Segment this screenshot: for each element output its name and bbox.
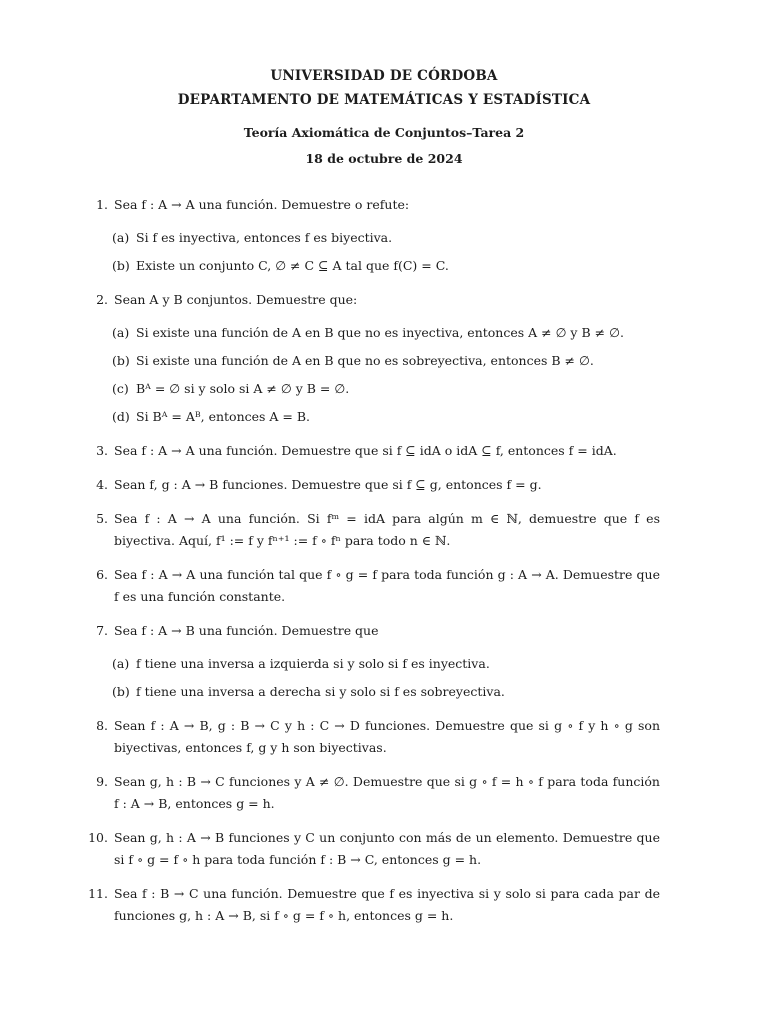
department-title: DEPARTAMENTO DE MATEMÁTICAS Y ESTADÍSTICA	[177, 92, 591, 108]
problem-item	[90, 289, 660, 311]
subproblem-label: (b)	[112, 353, 130, 368]
problem-statement: Sea f : A → A una función. Demuestre que si f ⊆ idA o idA ⊆ f, entonces f = idA.	[114, 443, 617, 458]
problem-statement: Sean f, g : A → B funciones. Demuestre que si f ⊆ g, entonces f = g.	[114, 477, 542, 492]
problem-number: 11.	[88, 886, 108, 901]
subproblem-statement: Si Bᴬ = Aᴮ, entonces A = B.	[136, 409, 311, 424]
problem-list	[90, 194, 660, 927]
problem-item	[90, 508, 660, 552]
university-title: UNIVERSIDAD DE CÓRDOBA	[270, 68, 498, 84]
problem-item	[90, 827, 660, 871]
problem-number: 7.	[96, 623, 108, 638]
problem-statement: Sea f : A → B una función. Demuestre que	[114, 623, 379, 638]
problem-number: 10.	[88, 830, 108, 845]
problem-item	[90, 564, 660, 608]
subproblem-item	[90, 378, 660, 400]
subproblem-item	[90, 322, 660, 344]
subproblem-item	[90, 227, 660, 249]
problem-number: 8.	[96, 718, 108, 733]
problem-item	[90, 771, 660, 815]
problem-item	[90, 440, 660, 462]
subproblem-label: (a)	[112, 230, 130, 245]
subproblem-statement: Existe un conjunto C, ∅ ≠ C ⊆ A tal que f(C) = C.	[136, 258, 449, 273]
problem-number: 5.	[96, 511, 108, 526]
problem-item	[90, 620, 660, 642]
subproblem-statement: Si f es inyectiva, entonces f es biyectiva.	[136, 230, 393, 245]
subproblem-statement: Si existe una función de A en B que no es inyectiva, entonces A ≠ ∅ y B ≠ ∅.	[136, 325, 624, 340]
subproblem-item	[90, 350, 660, 372]
problem-item	[90, 474, 660, 496]
subproblem-statement: f tiene una inversa a derecha si y solo si f es sobreyectiva.	[136, 684, 505, 699]
problem-number: 1.	[96, 197, 108, 212]
problem-statement: Sean g, h : B → C funciones y A ≠ ∅. Demuestre que si g ∘ f = h ∘ f para toda función f : A → B, entonces g = h.	[114, 774, 660, 811]
problem-statement: Sean f : A → B, g : B → C y h : C → D funciones. Demuestre que si g ∘ f y h ∘ g son biyectivas, entonces f, g y h son biyectivas.	[114, 718, 660, 755]
problem-item	[90, 715, 660, 759]
subproblem-label: (c)	[112, 381, 129, 396]
subproblem-item	[90, 681, 660, 703]
subproblem-statement: Bᴬ = ∅ si y solo si A ≠ ∅ y B = ∅.	[136, 381, 350, 396]
problem-number: 9.	[96, 774, 108, 789]
subproblem-label: (b)	[112, 258, 130, 273]
subproblem-label: (a)	[112, 325, 130, 340]
subproblem-label: (b)	[112, 684, 130, 699]
document-header	[0, 64, 768, 172]
problem-statement: Sea f : A → A una función. Demuestre o refute:	[114, 197, 410, 212]
problem-statement: Sean A y B conjuntos. Demuestre que:	[114, 292, 358, 307]
course-title: Teoría Axiomática de Conjuntos–Tarea 2	[243, 125, 525, 140]
subproblem-label: (a)	[112, 656, 130, 671]
subproblem-statement: f tiene una inversa a izquierda si y solo si f es inyectiva.	[136, 656, 490, 671]
problem-number: 3.	[96, 443, 108, 458]
problem-item	[90, 194, 660, 216]
subproblem-item	[90, 406, 660, 428]
subproblem-item	[90, 653, 660, 675]
document-date: 18 de octubre de 2024	[305, 151, 463, 166]
subproblem-item	[90, 255, 660, 277]
problem-statement: Sean g, h : A → B funciones y C un conjunto con más de un elemento. Demuestre que si f ∘ g = f ∘ h para toda función f : B → C, entonces g = h.	[114, 830, 660, 867]
problem-number: 2.	[96, 292, 108, 307]
problem-number: 4.	[96, 477, 108, 492]
subproblem-label: (d)	[112, 409, 130, 424]
problem-statement: Sea f : A → A una función. Si fᵐ = idA para algún m ∈ ℕ, demuestre que f es biyectiva. Aquí, f¹ := f y fⁿ⁺¹ := f ∘ fⁿ para todo n ∈ ℕ.	[114, 511, 660, 548]
problem-statement: Sea f : B → C una función. Demuestre que f es inyectiva si y solo si para cada par de funciones g, h : A → B, si f ∘ g = f ∘ h, entonces g = h.	[114, 886, 660, 923]
problem-statement: Sea f : A → A una función tal que f ∘ g = f para toda función g : A → A. Demuestre que f es una función constante.	[114, 567, 660, 604]
problem-number: 6.	[96, 567, 108, 582]
subproblem-statement: Si existe una función de A en B que no es sobreyectiva, entonces B ≠ ∅.	[136, 353, 594, 368]
problem-item	[90, 883, 660, 927]
